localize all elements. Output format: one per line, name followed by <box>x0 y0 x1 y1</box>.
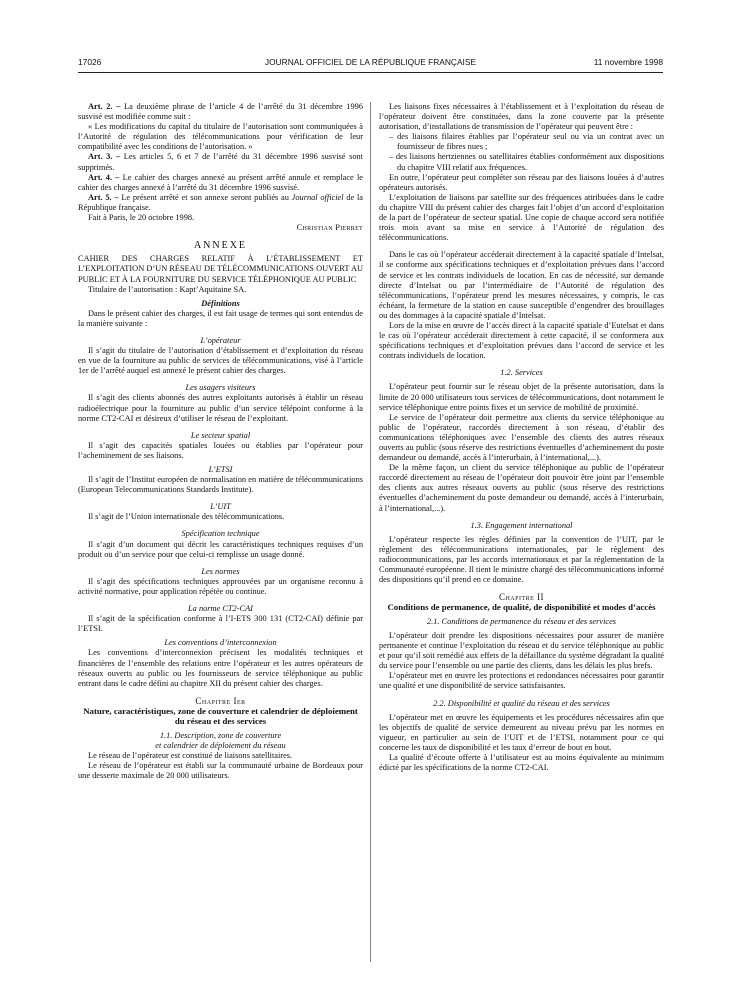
section-1-2-para-2: Le service de l’opérateur doit permettre aux clients du service téléphonique au public de l’opérateur, raccordés directement à son réseau, d’établir des communications téléphoniques avec l’ensemble des clients des autres réseaux ouverts au public (sous réserve des restrictions éventuelles d’acheminement du poste demandeur ou demandé, accès à l’interurbain, à l’international,...). <box>379 412 664 463</box>
article-2-text: La deuxième phrase de l’article 4 de l’arrêté du 31 décembre 1996 susvisé est modifiée comme suit : <box>78 102 363 122</box>
section-1-1-heading-line2: et calendrier de déploiement du réseau <box>155 741 286 751</box>
publication-date: 11 novembre 1998 <box>593 57 663 67</box>
liaisons-fixes-para: Les liaisons fixes nécessaires à l’établissement et à l’exploitation du réseau de l’opérateur doivent être constituées, dans la zone couverte par la présente autorisation, d’installations de transmission de l’opérateur qui peuvent être : <box>379 102 664 132</box>
article-5-text-b: de la République française. <box>78 192 363 212</box>
column-divider <box>370 102 371 962</box>
section-2-2-para-1: L’opérateur met en œuvre les équipements et les procédures nécessaires afin que les objectifs de qualité de service demeurent au niveau prévu par les normes en vigueur, en particulier au sein de l’UIT et de l’ETSI, notamment pour ce qui concerne les taux de disponibilité et les taux d’erreur de bout en bout. <box>379 712 664 752</box>
def-normes-heading: Les normes <box>201 566 240 576</box>
article-2-label: Art. 2. – <box>88 102 121 111</box>
satellite-para: L’exploitation de liaisons par satellite sur des fréquences attribuées dans le cadre du chapitre VIII du présent cahier des charges fait l’objet d’un accord d’exploitation de la part de l’opérateur de secteur spatial. Une copie de chaque accord sera notifiée trois mois avant sa mise en service à l’Autorité de régulation des télécommunications. <box>379 192 664 243</box>
def-spec-text: Il s’agit d’un document qui décrit les caractéristiques techniques requises d’un produit ou d’un service pour que celui-ci remplisse un usage donné. <box>78 539 363 559</box>
def-spec-heading: Spécification technique <box>181 529 260 539</box>
article-2-quote: « Les modifications du capital du titulaire de l’autorisation sont communiquées à l’Autorité de régulation des télécommunications pour vérification de leur compatibilité avec les conditions de l’autorisation. » <box>78 122 363 152</box>
eutelsat-para: Lors de la mise en œuvre de l’accès direct à la capacité spatiale d’Eutelsat et dans le cas où l’opérateur accéderait directement à cette capacité, il se conformera aux spécifications techniques et d’exploitation prévues dans l’accord de service et les contrats individuels de location. <box>379 320 664 361</box>
chapter-1-heading: Chapitre Ier <box>195 695 246 706</box>
signature: Christian Pierret <box>296 223 363 233</box>
cahier-title: CAHIER DES CHARGES RELATIF À L’ÉTABLISSEMENT ET L’EXPLOITATION D’UN RÉSEAU DE TÉLÉCOMMUNICATIONS OUVERT AU PUBLIC ET À LA FOURNITURE DU SERVICE TÉLÉPHONIQUE AU PUBLIC <box>78 254 363 284</box>
intelsat-para: Dans le cas où l’opérateur accéderait directement à la capacité spatiale d’Intelsat, il se conforme aux spécifications techniques et d’exploitation prévues dans l’accord de service et les contrats individuels de location. En cas de nécessité, sur demande directe d’Intelsat ou par l’intermédiaire de l’Autorité de régulation des télécommunications, l’opérateur prend les mesures nécessaires, y compris, le cas échéant, la fermeture de la station en cause susceptible d’engendrer des brouillages ou des dommages à la capacité spatiale d’Intelsat. <box>379 250 664 320</box>
section-1-1-para-1: Le réseau de l’opérateur est constitué de liaisons satellitaires. <box>88 751 293 761</box>
liaisons-louees-para: En outre, l’opérateur peut compléter son réseau par des liaisons louées à d’autres opérateurs autorisés. <box>379 172 664 192</box>
section-2-1-heading: 2.1. Conditions de permanence du réseau et des services <box>426 616 617 626</box>
def-uit-text: Il s’agit de l’Union internationale des télécommunications. <box>88 512 285 522</box>
article-5-text-a: Le présent arrêté et son annexe seront publiés au <box>118 192 292 202</box>
article-3-label: Art. 3. – <box>88 152 121 162</box>
liaisons-filaires-item: – des liaisons filaires établies par l’opérateur seul ou via un contrat avec un fournisseur de fibres nues ; <box>389 132 664 152</box>
def-secteur-heading: Le secteur spatial <box>190 430 251 440</box>
def-uit-heading: L’UIT <box>210 502 231 512</box>
article-3-text: Les articles 5, 6 et 7 de l’arrêté du 31 décembre 1996 susvisé sont supprimés. <box>78 152 363 172</box>
def-conventions-text: Les conventions d’interconnexion précisent les modalités techniques et financières de l’ensemble des relations entre l’opérateur et les autres opérateurs de réseaux ouverts au public ou les fournisseurs de service téléphonique au public entrant dans le cadre défini au chapitre XII du présent cahier des charges. <box>78 648 363 688</box>
section-1-3-heading: 1.3. Engagement international <box>470 520 573 530</box>
definitions-intro: Dans le présent cahier des charges, il est fait usage de termes qui sont entendus de la manière suivante : <box>78 308 363 328</box>
article-5 <box>78 193 363 213</box>
def-etsi-heading: L’ETSI <box>208 465 233 474</box>
section-1-2-para-1: L’opérateur peut fournir sur le réseau objet de la présente autorisation, dans la limite de 20 000 utilisateurs tous services de télécommunications, dont notamment le service téléphonique entre points fixes et un service de mobilité de proximité. <box>379 382 664 412</box>
left-column <box>78 102 363 782</box>
section-2-1-para-2: L’opérateur met en œuvre les protections et redondances nécessaires pour garantir une qualité et une disponibilité de service satisfaisantes. <box>379 671 664 691</box>
section-1-2-heading: 1.2. Services <box>500 368 543 378</box>
page-number: 17026 <box>78 57 102 67</box>
def-ct2-heading: La norme CT2-CAI <box>188 604 253 614</box>
definitions-heading: Définitions <box>201 298 240 308</box>
def-etsi-text: Il s’agit de l’Institut européen de normalisation en matière de télécommunications (European Telecommunications Standards Institute). <box>78 475 363 495</box>
header-rule <box>78 72 663 73</box>
liaisons-hertziennes-item: – des liaisons hertziennes ou satellitaires établies conformément aux dispositions du chapitre VIII relatif aux fréquences. <box>389 152 664 172</box>
fait-a-paris: Fait à Paris, le 20 octobre 1998. <box>88 213 195 223</box>
article-4-label: Art. 4. – <box>88 172 120 182</box>
section-1-1-para-2: Le réseau de l’opérateur est établi sur la communauté urbaine de Bordeaux pour une desserte maximale de 20 000 utilisateurs. <box>78 761 363 781</box>
def-normes-text: Il s’agit des spécifications techniques approuvées par un organisme reconnu à activité normative, pour application répétée ou continue. <box>78 576 363 596</box>
def-usagers-heading: Les usagers visiteurs <box>185 383 256 393</box>
section-1-2-para-3: De la même façon, un client du service téléphonique au public de l’opérateur raccordé directement au réseau de l’opérateur doit pouvoir être joint par l’ensemble des clients aux autres réseaux ouverts au public (sous réserve des restrictions éventuelles d’acheminement du poste demandeur ou demandé, accès à l’interurbain, à l’international,...). <box>379 463 664 513</box>
article-4 <box>78 173 363 193</box>
article-4-text: Le cahier des charges annexé au présent arrêté annule et remplace le cahier des charges annexé à l’arrêté du 31 décembre 1996 susvisé. <box>78 172 363 192</box>
def-ct2-text: Il s’agit de la spécification conforme à l’I-ETS 300 131 (CT2-CAI) définie par l’ETSI. <box>78 614 363 634</box>
journal-title: JOURNAL OFFICIEL DE LA RÉPUBLIQUE FRANÇAISE <box>264 57 477 67</box>
article-5-journal: Journal officiel <box>291 192 344 202</box>
section-2-1-para-1: L’opérateur doit prendre les dispositions nécessaires pour assurer de manière permanente et continue l’exploitation du réseau et du service téléphonique au public et pour qu’il soit remédié aux effets de la défaillance du système dégradant la qualité du service pour l’ensemble ou une partie des clients, dans les délais les plus brefs. <box>379 631 664 671</box>
def-operateur-heading: L’opérateur <box>200 335 241 345</box>
section-2-2-para-2: La qualité d’écoute offerte à l’utilisateur est au moins équivalente au minimum édicté par les spécifications de la norme CT2-CAI. <box>379 753 664 773</box>
article-5-label: Art. 5. – <box>88 192 119 202</box>
def-operateur-text: Il s’agit du titulaire de l’autorisation d’établissement et d’exploitation du réseau en vue de la fourniture au public de services de télécommunications, visé à l’article 1er de l’arrêté auquel est annexé le présent cahier des charges. <box>78 346 363 376</box>
def-conventions-heading: Les conventions d’interconnexion <box>164 638 277 648</box>
def-usagers-text: Il s’agit des clients abonnés des autres exploitants autorisés à établir un réseau radioélectrique pour la fourniture au public d’un service télépoint conforme à la norme CT2-CAI et désireux d’utiliser le réseau de l’exploitant. <box>78 393 363 423</box>
section-1-1-heading-line1: 1.1. Description, zone de couverture <box>159 731 282 741</box>
titulaire: Titulaire de l’autorisation : Kapt’Aquitaine SA. <box>88 284 247 294</box>
article-2 <box>78 102 363 122</box>
annexe-heading: ANNEXE <box>193 240 248 252</box>
chapter-1-title: Nature, caractéristiques, zone de couverture et calendrier de déploiement du réseau et des services <box>83 705 358 727</box>
section-2-2-heading: 2.2. Disponibilité et qualité du réseau et des services <box>433 698 610 708</box>
chapter-2-title: Conditions de permanence, de qualité, de disponibilité et modes d’accès <box>387 602 656 613</box>
chapter-2-heading: Chapitre II <box>498 592 545 603</box>
def-secteur-text: Il s’agit des capacités spatiales louées ou établies par l’opérateur pour l’acheminement de ses liaisons. <box>78 440 363 460</box>
article-3 <box>78 152 363 172</box>
page-header <box>78 57 663 71</box>
right-column <box>379 102 664 773</box>
section-1-3-para-1: L’opérateur respecte les règles définies par la convention de l’UIT, par le règlement des télécommunications internationales, par le règlement des radiocommunications, par les accords internationaux et par la réglementation de la Communauté européenne. Il tient le ministre chargé des télécommunications informé des dispositions qu’il prend en ce domaine. <box>379 534 664 585</box>
